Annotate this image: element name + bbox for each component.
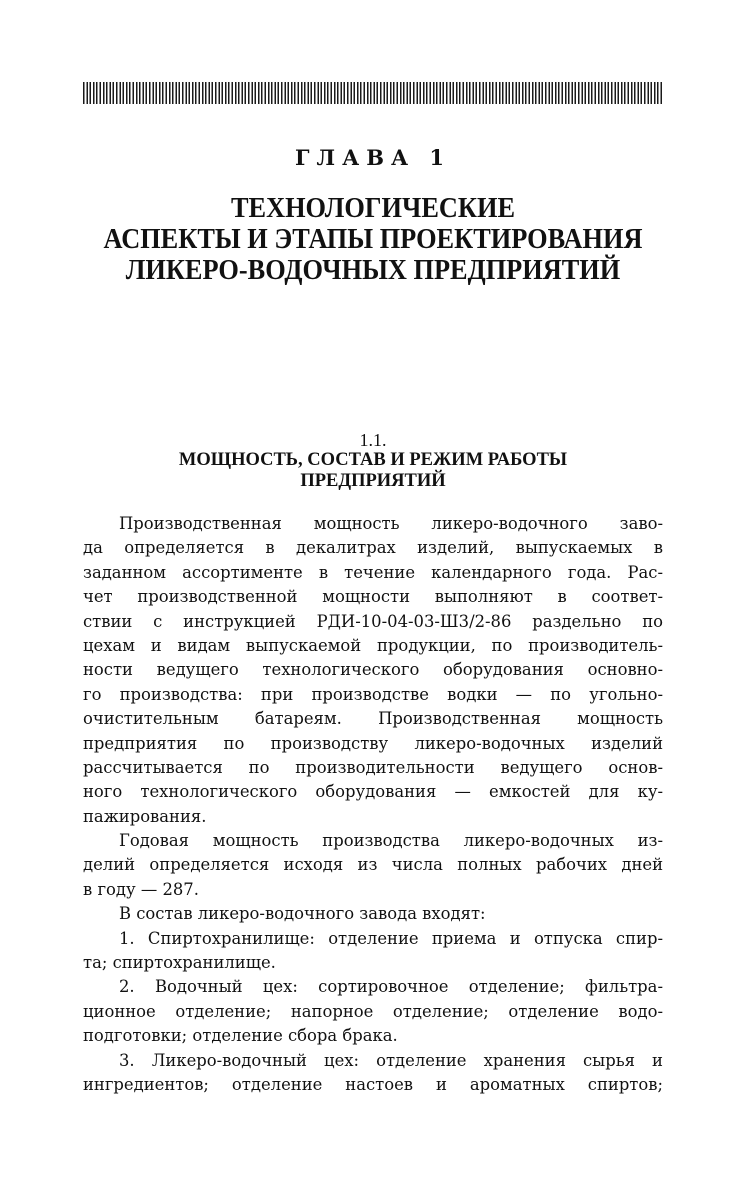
text-line: 1. Спиртохранилище: отделение приема и отпуска спир- (119, 928, 663, 948)
chapter-title-line: ТЕХНОЛОГИЧЕСКИЕ (230, 193, 516, 224)
chapter-title (79, 193, 667, 286)
text-line: 3. Ликеро-водочный цех: отделение хранения сырья и (119, 1050, 663, 1070)
text-line: очистительным батареям. Производственная мощность (83, 709, 663, 729)
text-line: ности ведущего технологического оборудования основно- (83, 660, 663, 680)
text-line: предприятия по производству ликеро-водочных изделий (83, 733, 663, 753)
text-line: Производственная мощность ликеро-водочного заво- (119, 514, 663, 533)
text-line: рассчитывается по производительности ведущего основ- (83, 757, 663, 777)
text-line: В состав ликеро-водочного завода входят: (119, 904, 486, 924)
text-line: делий определяется исходя из числа полных рабочих дней (83, 855, 663, 875)
text-line: чет производственной мощности выполняют в соответ- (83, 587, 663, 607)
decorative-header-rule (83, 82, 663, 104)
section-title-line: ПРЕДПРИЯТИЙ (300, 471, 446, 491)
text-line: ствии с инструкцией РДИ-10-04-03-Ш3/2-86 раздельно по (83, 611, 663, 631)
chapter-title-line: ЛИКЕРО-ВОДОЧНЫХ ПРЕДПРИЯТИЙ (125, 255, 621, 286)
text-line: в году — 287. (83, 879, 199, 899)
text-line: та; спиртохранилище. (83, 953, 276, 973)
text-line: го производства: при производстве водки — по угольно- (83, 684, 663, 704)
text-line: пажирования. (83, 806, 207, 826)
chapter-label: ГЛАВА 1 (295, 145, 451, 170)
text-line: цехам и видам выпускаемой продукции, по производитель- (83, 635, 663, 655)
text-line: подготовки; отделение сбора брака. (83, 1026, 398, 1046)
text-line: да определяется в декалитрах изделий, выпускаемых в (83, 538, 663, 558)
text-line: ингредиентов; отделение настоев и ароматных спиртов; (83, 1074, 663, 1094)
section-title (83, 450, 663, 492)
chapter-title-line: АСПЕКТЫ И ЭТАПЫ ПРОЕКТИРОВАНИЯ (103, 224, 643, 255)
text-line: Годовая мощность производства ликеро-водочных из- (119, 831, 663, 851)
text-line: 2. Водочный цех: сортировочное отделение; фильтра- (119, 977, 663, 997)
body-text (83, 512, 663, 1097)
section-title-line: МОЩНОСТЬ, СОСТАВ И РЕЖИМ РАБОТЫ (178, 450, 568, 470)
text-line: ционное отделение; напорное отделение; отделение водо- (83, 1001, 663, 1021)
section-number: 1.1. (359, 430, 387, 450)
text-line: заданном ассортименте в течение календарного года. Рас- (83, 562, 663, 582)
text-line: ного технологического оборудования — емкостей для ку- (83, 782, 663, 802)
